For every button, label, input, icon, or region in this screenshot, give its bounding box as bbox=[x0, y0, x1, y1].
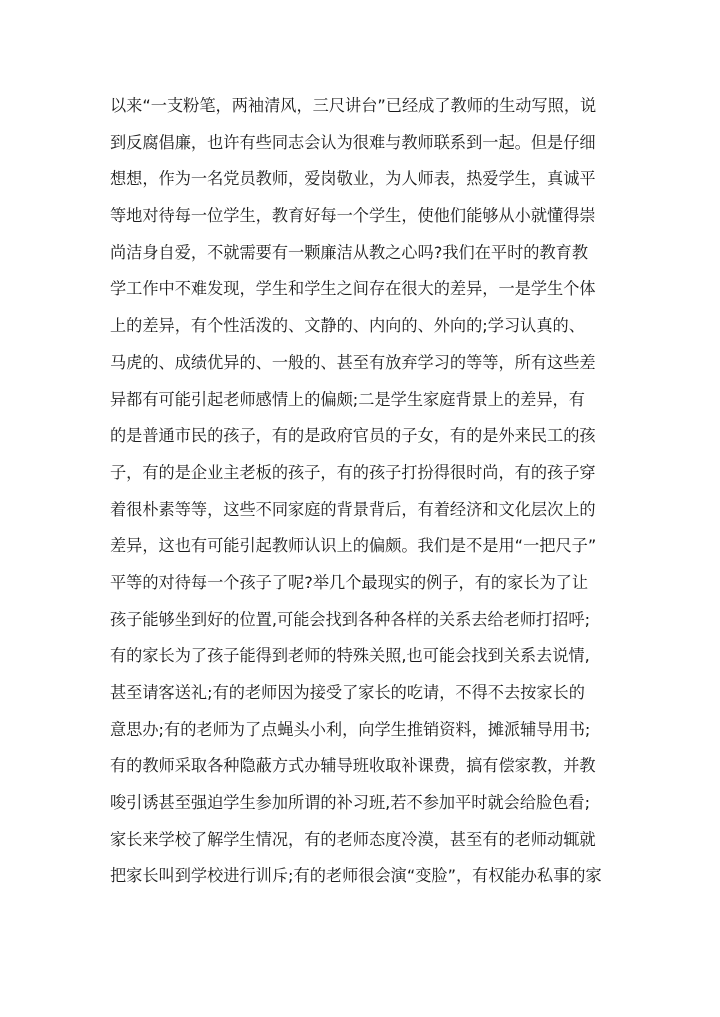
text-line: 有的教师采取各种隐蔽方式办辅导班收取补课费，搞有偿家教，并教 bbox=[110, 756, 596, 776]
text-line: 着很朴素等等，这些不同家庭的背景背后，有着经济和文化层次上的 bbox=[110, 499, 596, 519]
text-line: 孩子能够坐到好的位置,可能会找到各种各样的关系去给老师打招呼; bbox=[110, 609, 591, 629]
text-line: 以来“一支粉笔，两袖清风，三尺讲台”已经成了教师的生动写照，说 bbox=[110, 96, 597, 115]
text-line: 家长来学校了解学生情况，有的老师态度冷漠，甚至有的老师动辄就 bbox=[110, 829, 596, 849]
text-line: 有的家长为了孩子能得到老师的特殊关照,也可能会找到关系去说情, bbox=[110, 646, 590, 666]
text-line: 上的差异，有个性活泼的、文静的、内向的、外向的;学习认真的、 bbox=[110, 316, 585, 336]
text-line: 等地对待每一位学生，教育好每一个学生，使他们能够从小就懂得崇 bbox=[110, 206, 596, 226]
text-line: 子，有的是企业主老板的孩子，有的孩子打扮得很时尚，有的孩子穿 bbox=[110, 462, 596, 482]
text-line: 马虎的、成绩优异的、一般的、甚至有放弃学习的等等，所有这些差 bbox=[110, 352, 596, 372]
text-line: 尚洁身自爱，不就需要有一颗廉洁从教之心吗?我们在平时的教育教 bbox=[110, 242, 589, 262]
text-line: 把家长叫到学校进行训斥;有的老师很会演“变脸”，有权能办私事的家 bbox=[110, 866, 602, 886]
text-line: 唆引诱甚至强迫学生参加所谓的补习班,若不参加平时就会给脸色看; bbox=[110, 793, 591, 813]
text-line: 想想，作为一名党员教师，爱岗敬业，为人师表，热爱学生，真诚平 bbox=[110, 169, 596, 189]
text-line: 学工作中不难发现，学生和学生之间存在很大的差异，一是学生个体 bbox=[110, 279, 596, 299]
text-line: 差异，这也有可能引起教师认识上的偏颇。我们是不是用“一把尺子” bbox=[110, 536, 597, 556]
body-text bbox=[110, 88, 630, 895]
text-line: 的是普通市民的孩子，有的是政府官员的子女，有的是外来民工的孩 bbox=[110, 426, 596, 446]
text-line: 到反腐倡廉，也许有些同志会认为很难与教师联系到一起。但是仔细 bbox=[110, 132, 596, 152]
text-line: 异都有可能引起老师感情上的偏颇;二是学生家庭背景上的差异，有 bbox=[110, 389, 585, 409]
text-line: 甚至请客送礼;有的老师因为接受了家长的吃请，不得不去按家长的 bbox=[110, 683, 585, 702]
text-line: 平等的对待每一个孩子了呢?举几个最现实的例子，有的家长为了让 bbox=[110, 572, 589, 592]
text-line: 意思办;有的老师为了点蝇头小利，向学生推销资料，摊派辅导用书; bbox=[110, 719, 591, 739]
